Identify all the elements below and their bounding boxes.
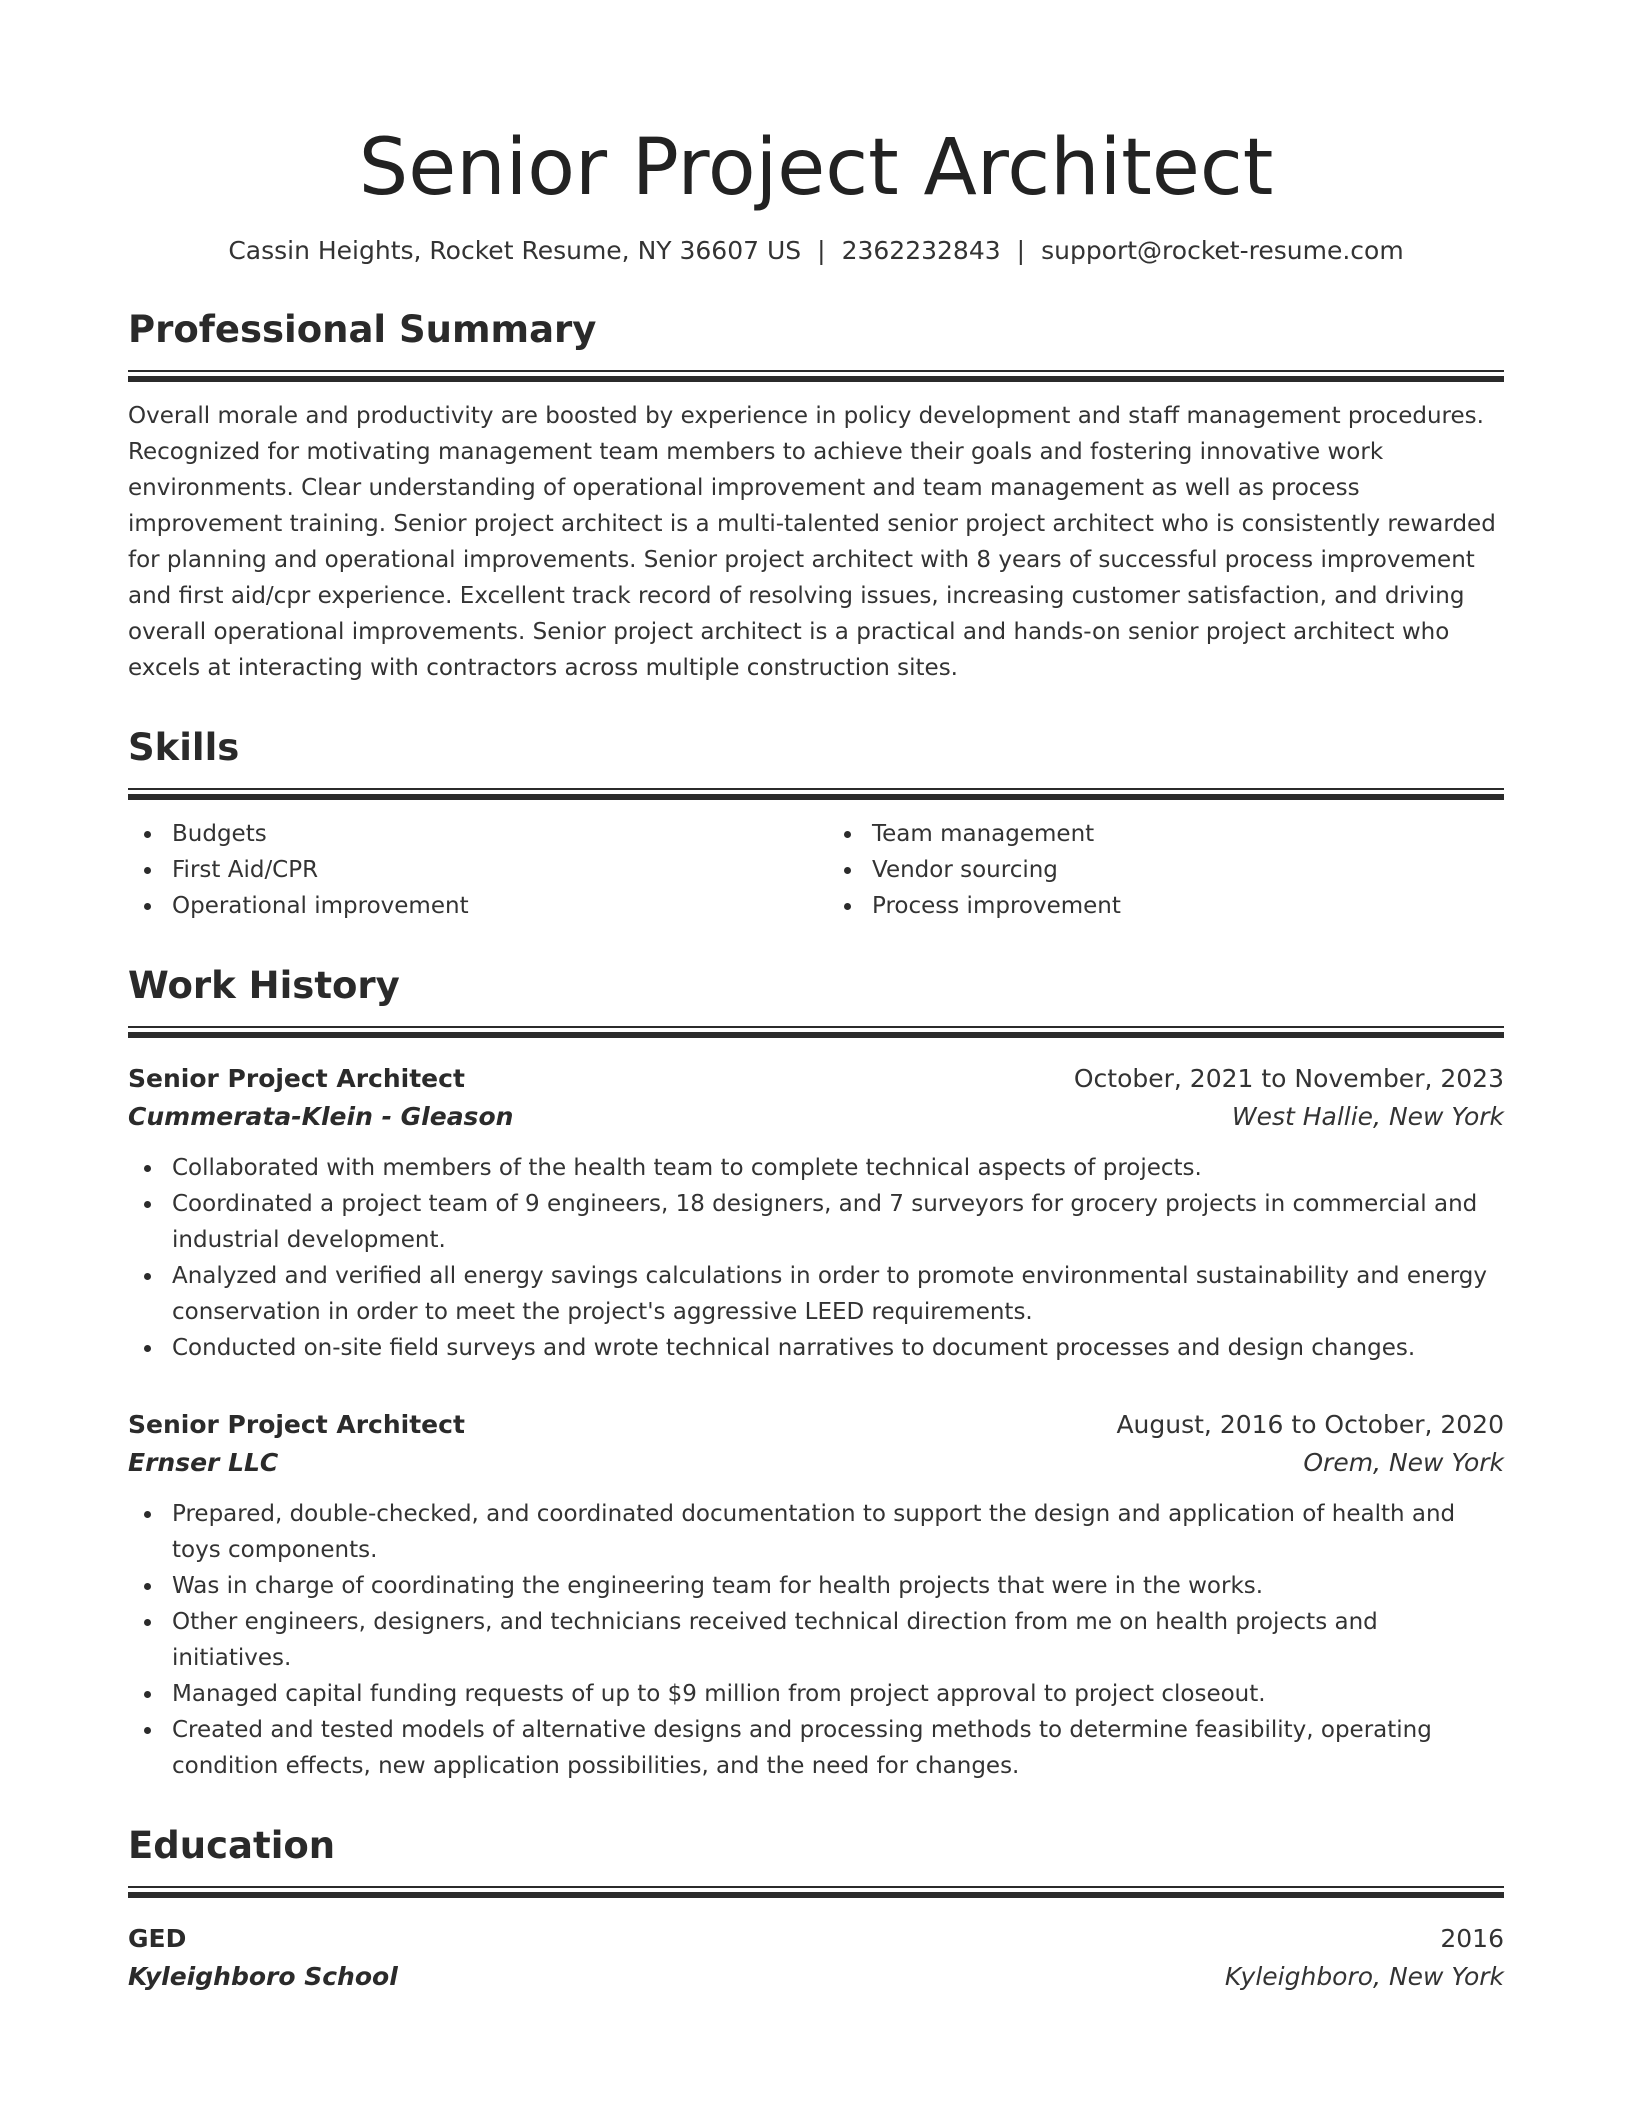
job-bullet: Prepared, double-checked, and coordinated documentation to support the design and application of health and toys components. (128, 1496, 1504, 1568)
education-year: 2016 (1440, 1924, 1504, 1953)
contact-address: Cassin Heights, Rocket Resume, NY 36607 US (228, 236, 802, 265)
job-location: Orem, New York (1303, 1448, 1504, 1477)
summary-section (128, 308, 1504, 686)
contact-phone: 2362232843 (841, 236, 1001, 265)
education-location: Kyleighboro, New York (1224, 1962, 1504, 1991)
education-degree: GED (128, 1924, 187, 1953)
skills-list-left (128, 816, 804, 924)
job-dates: October, 2021 to November, 2023 (1073, 1064, 1504, 1093)
job-bullet: Was in charge of coordinating the engineering team for health projects that were in the works. (128, 1568, 1504, 1604)
job-dates: August, 2016 to October, 2020 (1116, 1410, 1504, 1439)
job-title: Senior Project Architect (128, 1064, 465, 1093)
summary-heading: Professional Summary (128, 308, 597, 351)
job-title: Senior Project Architect (128, 1410, 465, 1439)
job-bullet: Conducted on-site field surveys and wrote technical narratives to document processes and design changes. (128, 1330, 1504, 1366)
summary-text: Overall morale and productivity are boosted by experience in policy development and staff management procedures. Recognized for motivating management team members to achieve their goals and fostering innovative work environments. Clear understanding of operational improvement and team management as well as process improvement training. Senior project architect is a multi-talented senior project architect who is consistently rewarded for planning and operational improvements. Senior project architect with 8 years of successful process improvement and first aid/cpr experience. Excellent track record of resolving issues, increasing customer satisfaction, and driving overall operational improvements. Senior project architect is a practical and hands-on senior project architect who excels at interacting with contractors across multiple construction sites. (128, 403, 1496, 681)
education-school: Kyleighboro School (128, 1962, 398, 1991)
job-company: Ernser LLC (128, 1448, 279, 1477)
job-entry (128, 1406, 1504, 1784)
resume-name: Senior Project Architect (358, 123, 1274, 213)
job-bullets (128, 1496, 1504, 1784)
work-history-section (128, 964, 1504, 1784)
section-divider (128, 1886, 1504, 1898)
contact-separator: | (1016, 236, 1026, 265)
skills-heading: Skills (128, 726, 240, 769)
job-bullet: Managed capital funding requests of up to $9 million from project approval to project closeout. (128, 1676, 1504, 1712)
education-entry (128, 1920, 1504, 1996)
job-location: West Hallie, New York (1231, 1102, 1504, 1131)
skills-list-right (828, 816, 1504, 924)
skill-item: Operational improvement (128, 888, 804, 924)
job-bullet: Collaborated with members of the health team to complete technical aspects of projects. (128, 1150, 1504, 1186)
skill-item: Budgets (128, 816, 804, 852)
contact-separator: | (817, 236, 826, 265)
education-section (128, 1824, 1504, 1996)
job-bullets (128, 1150, 1504, 1366)
job-bullet: Analyzed and verified all energy savings calculations in order to promote environmental sustainability and energy conservation in order to meet the project's aggressive LEED requirements. (128, 1258, 1504, 1330)
job-bullet: Other engineers, designers, and technicians received technical direction from me on health projects and initiatives. (128, 1604, 1504, 1676)
work-history-heading: Work History (128, 964, 400, 1007)
skills-section (128, 726, 1504, 924)
contact-line (128, 234, 1504, 268)
skill-item: First Aid/CPR (128, 852, 804, 888)
contact-email: support@rocket-resume.com (1041, 236, 1404, 265)
job-company: Cummerata-Klein - Gleason (128, 1102, 514, 1131)
education-heading: Education (128, 1824, 336, 1867)
job-bullet: Coordinated a project team of 9 engineers, 18 designers, and 7 surveyors for grocery projects in commercial and industrial development. (128, 1186, 1504, 1258)
job-entry (128, 1060, 1504, 1366)
job-bullet: Created and tested models of alternative designs and processing methods to determine feasibility, operating condition effects, new application possibilities, and the need for changes. (128, 1712, 1504, 1784)
section-divider (128, 370, 1504, 382)
section-divider (128, 1026, 1504, 1038)
skill-item: Process improvement (828, 888, 1504, 924)
section-divider (128, 788, 1504, 800)
skill-item: Team management (828, 816, 1504, 852)
skill-item: Vendor sourcing (828, 852, 1504, 888)
skills-grid (128, 816, 1504, 924)
